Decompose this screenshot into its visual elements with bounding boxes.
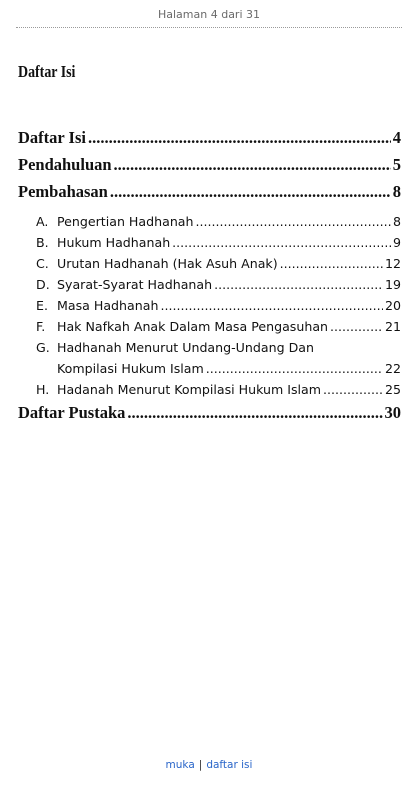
toc-subentry-label: Masa Hadhanah bbox=[57, 298, 159, 313]
toc-subentry-e[interactable] bbox=[36, 298, 401, 319]
toc-entry-page: 8 bbox=[392, 182, 401, 201]
muka-link[interactable]: muka bbox=[165, 759, 195, 771]
toc-entry-pendahuluan[interactable] bbox=[18, 155, 401, 182]
toc-subentry-label: Hadanah Menurut Kompilasi Hukum Islam bbox=[57, 382, 322, 397]
toc-subentry-h[interactable] bbox=[36, 382, 401, 403]
document-title: Daftar Isi bbox=[18, 62, 76, 81]
toc-entry-daftar-isi[interactable] bbox=[18, 128, 401, 155]
leader-dots bbox=[280, 256, 383, 271]
leader-dots bbox=[88, 128, 391, 148]
leader-dots bbox=[114, 155, 391, 175]
toc-subentry-label: Urutan Hadhanah (Hak Asuh Anak) bbox=[57, 256, 278, 271]
toc-entry-page: 30 bbox=[384, 403, 401, 422]
toc-subentry-b[interactable] bbox=[36, 235, 401, 256]
toc-subentry-page: 22 bbox=[384, 361, 401, 376]
toc-subentry-letter: D. bbox=[36, 277, 50, 292]
footer-separator: | bbox=[198, 759, 203, 771]
toc-entry-label: Daftar Pustaka bbox=[18, 403, 126, 422]
toc-subentry-page: 19 bbox=[384, 277, 401, 292]
toc-subentry-g-continued[interactable] bbox=[36, 361, 401, 382]
toc-subentry-label: Hak Nafkah Anak Dalam Masa Pengasuhan bbox=[57, 319, 329, 334]
toc-entry-label: Pembahasan bbox=[18, 182, 108, 201]
toc-entry-label: Daftar Isi bbox=[18, 128, 86, 147]
toc-subentry-page: 9 bbox=[392, 235, 401, 250]
footer-nav bbox=[0, 759, 418, 771]
toc-entry-daftar-pustaka[interactable] bbox=[18, 403, 401, 430]
table-of-contents bbox=[18, 128, 401, 430]
leader-dots bbox=[110, 182, 391, 202]
toc-entry-pembahasan[interactable] bbox=[18, 182, 401, 209]
toc-subentry-g[interactable] bbox=[36, 340, 401, 361]
toc-subentry-letter: G. bbox=[36, 340, 50, 355]
toc-subentry-label: Kompilasi Hukum Islam bbox=[57, 361, 204, 376]
leader-dots bbox=[196, 214, 391, 229]
toc-subentry-letter: E. bbox=[36, 298, 48, 313]
toc-subentry-letter: A. bbox=[36, 214, 49, 229]
toc-subentry-f[interactable] bbox=[36, 319, 401, 340]
toc-subentry-page: 8 bbox=[392, 214, 401, 229]
toc-subentry-page: 21 bbox=[384, 319, 401, 334]
toc-entry-page: 4 bbox=[392, 128, 401, 147]
toc-subentry-letter: F. bbox=[36, 319, 46, 334]
page-indicator: Halaman 4 dari 31 bbox=[157, 8, 261, 21]
leader-dots bbox=[127, 403, 382, 423]
toc-subentry-d[interactable] bbox=[36, 277, 401, 298]
toc-subentry-page: 25 bbox=[384, 382, 401, 397]
toc-subentry-label: Pengertian Hadhanah bbox=[57, 214, 194, 229]
leader-dots bbox=[160, 298, 383, 313]
toc-subentry-a[interactable] bbox=[36, 214, 401, 235]
leader-dots bbox=[214, 277, 383, 292]
leader-dots bbox=[206, 361, 383, 376]
toc-entry-label: Pendahuluan bbox=[18, 155, 112, 174]
toc-subentry-label: Syarat-Syarat Hadhanah bbox=[57, 277, 213, 292]
daftar-isi-link[interactable]: daftar isi bbox=[206, 759, 253, 771]
header-divider bbox=[16, 27, 402, 28]
toc-subentry-label: Hadhanah Menurut Undang-Undang Dan bbox=[57, 340, 314, 355]
toc-subentry-c[interactable] bbox=[36, 256, 401, 277]
leader-dots bbox=[172, 235, 391, 250]
toc-entry-page: 5 bbox=[392, 155, 401, 174]
toc-subentry-page: 20 bbox=[384, 298, 401, 313]
toc-subentry-letter: B. bbox=[36, 235, 49, 250]
toc-subentry-label: Hukum Hadhanah bbox=[57, 235, 171, 250]
leader-dots bbox=[323, 382, 383, 397]
toc-subentry-letter: C. bbox=[36, 256, 49, 271]
leader-dots bbox=[330, 319, 383, 334]
toc-subentry-page: 12 bbox=[384, 256, 401, 271]
toc-subentry-letter: H. bbox=[36, 382, 50, 397]
